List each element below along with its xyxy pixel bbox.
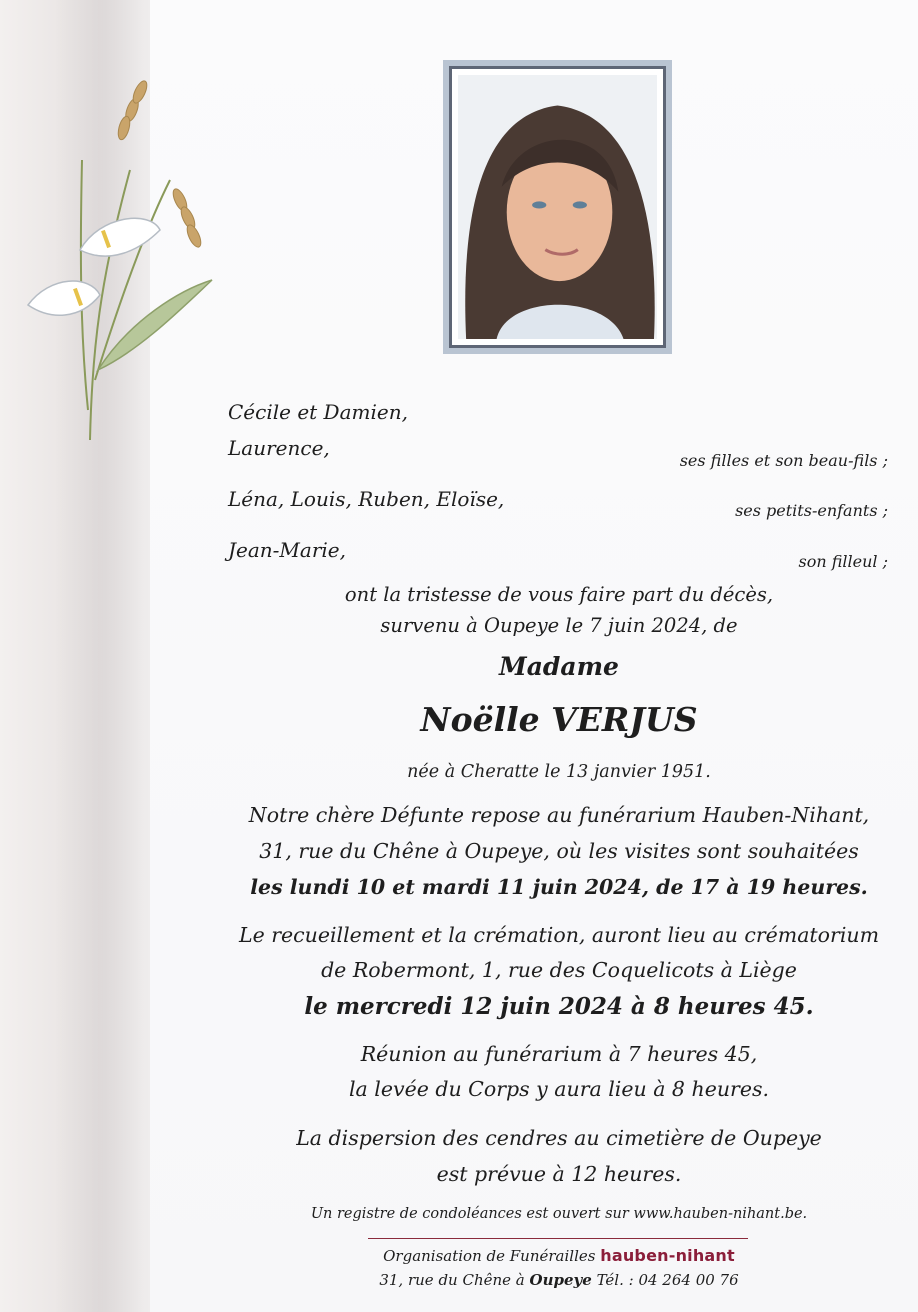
gathering-line-2: la levée du Corps y aura lieu à 8 heures. <box>349 1077 769 1101</box>
footer-org-label: Organisation de Funérailles <box>383 1247 596 1265</box>
family-names-1: Cécile et Damien, <box>228 400 408 424</box>
family-names-2: Laurence, <box>228 436 330 460</box>
footer-address <box>200 1271 918 1289</box>
family-names-3: Léna, Louis, Ruben, Eloïse, <box>228 487 505 511</box>
ceremony-line-1: Le recueillement et la crémation, auront lieu au crématorium <box>238 923 880 947</box>
footer-divider <box>368 1238 748 1239</box>
dispersion-line-2: est prévue à 12 heures. <box>436 1162 682 1186</box>
announcement-line-2: survenu à Oupeye le 7 juin 2024, de <box>380 614 738 637</box>
dispersion-line-1: La dispersion des cendres au cimetière de Oupeye <box>296 1126 822 1150</box>
announcement-line-1: ont la tristesse de vous faire part du décès, <box>344 583 774 606</box>
portrait-icon <box>458 75 657 339</box>
gathering-line-1: Réunion au funérarium à 7 heures 45, <box>360 1042 758 1066</box>
footer-city: Oupeye <box>529 1271 592 1289</box>
ceremony-date: le mercredi 12 juin 2024 à 8 heures 45. <box>304 993 814 1020</box>
ceremony-line-2: de Robermont, 1, rue des Coquelicots à Liège <box>321 958 797 982</box>
family-names-4: Jean-Marie, <box>228 538 346 562</box>
visitation-line-2: 31, rue du Chêne à Oupeye, où les visites sont souhaitées <box>259 839 859 863</box>
deceased-title: Madame <box>499 652 619 681</box>
deceased-name: Noëlle VERJUS <box>420 700 698 739</box>
family-relation-4: son filleul ; <box>798 552 888 571</box>
footer-address-prefix: 31, rue du Chêne à <box>379 1271 525 1289</box>
calla-lily-wheat-icon <box>20 50 220 450</box>
footer-phone: Tél. : 04 264 00 76 <box>596 1271 739 1289</box>
family-relation-3: ses petits-enfants ; <box>735 501 888 520</box>
deceased-birth: née à Cheratte le 13 janvier 1951. <box>407 762 711 782</box>
visitation-line-1: Notre chère Défunte repose au funérarium Hauben-Nihant, <box>248 803 870 827</box>
brand-logo: hauben-nihant <box>600 1246 735 1265</box>
portrait-photo <box>449 66 666 348</box>
portrait-frame <box>443 60 672 354</box>
visitation-dates: les lundi 10 et mardi 11 juin 2024, de 17 à 19 heures. <box>250 875 868 899</box>
footer-organisation <box>200 1246 918 1265</box>
family-relation-2: ses filles et son beau-fils ; <box>679 451 888 470</box>
condolence-register-note: Un registre de condoléances est ouvert sur www.hauben-nihant.be. <box>310 1206 808 1222</box>
